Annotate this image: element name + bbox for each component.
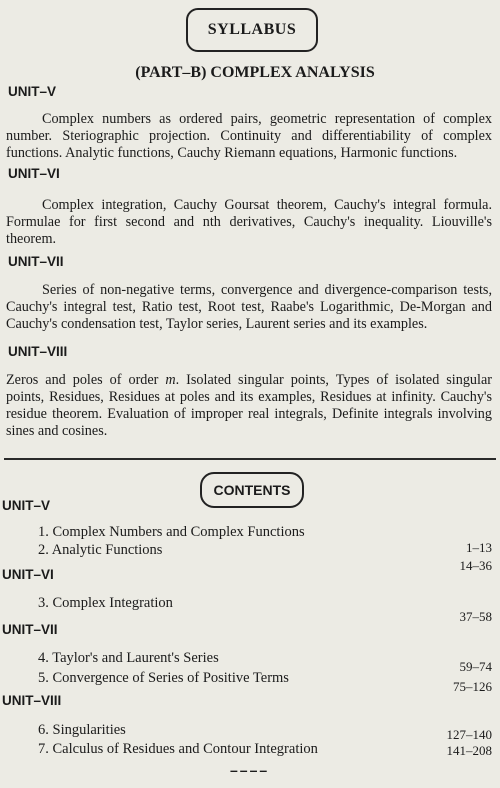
contents-page-range: 75–126 [453, 679, 492, 694]
contents-page-range: 141–208 [446, 743, 492, 758]
syllabus-unit-label: UNIT–VI [8, 166, 60, 181]
syllabus-unit-label: UNIT–V [8, 84, 57, 99]
part-heading: (PART–B) COMPLEX ANALYSIS [135, 64, 375, 81]
contents-page-range: 1–13 [466, 540, 492, 555]
syllabus-title: SYLLABUS [186, 8, 318, 52]
contents-entry: 6. Singularities [38, 722, 126, 738]
syllabus-unit-label: UNIT–VIII [8, 344, 68, 359]
contents-unit-label: UNIT–VI [2, 567, 54, 582]
syllabus-unit-label: UNIT–VII [8, 254, 64, 269]
contents-entry: 5. Convergence of Series of Positive Terms [38, 670, 289, 686]
syllabus-unit-text: Complex integration, Cauchy Goursat theorem, Cauchy's integral formula. Formulae for first second and nth derivatives, Cauchy's inequality. Liouville's theorem. [6, 197, 492, 247]
contents-page-range: 37–58 [459, 609, 492, 624]
contents-page-range: 127–140 [446, 727, 492, 742]
contents-entry: 3. Complex Integration [38, 595, 173, 611]
contents-title: CONTENTS [200, 472, 304, 508]
contents-unit-label: UNIT–VIII [2, 693, 62, 708]
contents-unit-label: UNIT–V [2, 498, 51, 513]
contents-entry: 1. Complex Numbers and Complex Functions [38, 524, 305, 540]
contents-page-range: 59–74 [459, 659, 492, 674]
syllabus-unit-text: Complex numbers as ordered pairs, geometric representation of complex number. Steriographic projection. Continuity and differentiability of complex functions. Analytic functions, Cauchy Riemann equations, Harmonic functions. [6, 111, 492, 161]
section-divider [4, 458, 496, 460]
contents-page-range: 14–36 [459, 558, 492, 573]
contents-unit-label: UNIT–VII [2, 622, 58, 637]
syllabus-unit-text: Series of non-negative terms, convergence and divergence-comparison tests, Cauchy's integral test, Ratio test, Root test, Raabe's Logarithmic, De-Morgan and Cauchy's condensation test, Taylor series, Laurent series and its examples. [6, 282, 492, 332]
contents-entry: 7. Calculus of Residues and Contour Integration [38, 741, 318, 757]
contents-entry: 4. Taylor's and Laurent's Series [38, 650, 219, 666]
contents-entry: 2. Analytic Functions [38, 542, 163, 558]
end-mark: –––– [230, 762, 270, 778]
syllabus-unit-text: Zeros and poles of order m. Isolated singular points, Types of isolated singular points, Residues, Residues at poles and its examples, Residues at infinity. Cauchy's residue theorem. Evaluation of improper real integrals, Definite integrals involving sines and cosines. [6, 372, 492, 439]
